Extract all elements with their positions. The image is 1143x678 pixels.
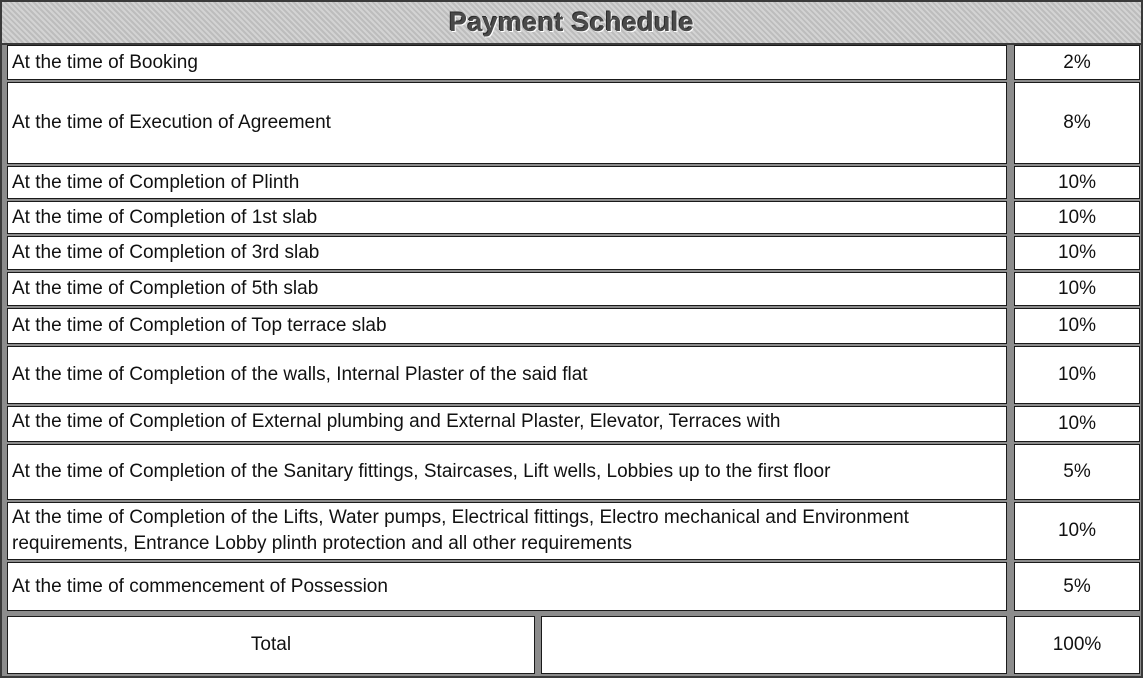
percent-cell: 10% <box>1014 236 1140 270</box>
percent-cell: 10% <box>1014 272 1140 306</box>
table-row <box>2 308 1141 344</box>
table-row <box>2 45 1141 80</box>
percent-cell: 8% <box>1014 82 1140 164</box>
table-row <box>2 82 1141 164</box>
stage-cell: At the time of Completion of Top terrace slab <box>7 308 1007 344</box>
stage-cell: At the time of Execution of Agreement <box>7 82 1007 164</box>
stage-cell: At the time of Completion of 1st slab <box>7 201 1007 234</box>
stage-cell: At the time of Completion of the walls, Internal Plaster of the said flat <box>7 346 1007 404</box>
percent-cell: 10% <box>1014 406 1140 442</box>
table-row <box>2 201 1141 234</box>
total-blank-cell <box>541 616 1007 674</box>
table-row <box>2 346 1141 404</box>
total-row <box>2 616 1141 674</box>
table-title-bar <box>2 2 1141 45</box>
table-row <box>2 444 1141 500</box>
percent-cell: 10% <box>1014 166 1140 199</box>
percent-cell: 10% <box>1014 502 1140 560</box>
total-percent: 100% <box>1014 616 1140 674</box>
percent-cell: 10% <box>1014 346 1140 404</box>
percent-cell: 10% <box>1014 308 1140 344</box>
table-row <box>2 166 1141 199</box>
table-row <box>2 502 1141 560</box>
stage-cell: At the time of Completion of Plinth <box>7 166 1007 199</box>
table-row <box>2 406 1141 442</box>
total-label: Total <box>7 616 535 674</box>
table-row <box>2 272 1141 306</box>
percent-cell: 5% <box>1014 562 1140 611</box>
table-row <box>2 236 1141 270</box>
table-row <box>2 562 1141 611</box>
percent-cell: 5% <box>1014 444 1140 500</box>
stage-cell: At the time of Completion of the Lifts, Water pumps, Electrical fittings, Electro mechanical and Environment requirements, Entrance Lobby plinth protection and all other requirements <box>7 502 1007 560</box>
stage-cell: At the time of Booking <box>7 45 1007 80</box>
stage-cell: At the time of Completion of 3rd slab <box>7 236 1007 270</box>
stage-cell: At the time of Completion of the Sanitary fittings, Staircases, Lift wells, Lobbies up to the first floor <box>7 444 1007 500</box>
stage-cell: At the time of Completion of 5th slab <box>7 272 1007 306</box>
table-title: Payment Schedule <box>449 7 694 37</box>
stage-cell: At the time of Completion of External plumbing and External Plaster, Elevator, Terraces with <box>7 406 1007 442</box>
stage-cell: At the time of commencement of Possession <box>7 562 1007 611</box>
percent-cell: 2% <box>1014 45 1140 80</box>
percent-cell: 10% <box>1014 201 1140 234</box>
